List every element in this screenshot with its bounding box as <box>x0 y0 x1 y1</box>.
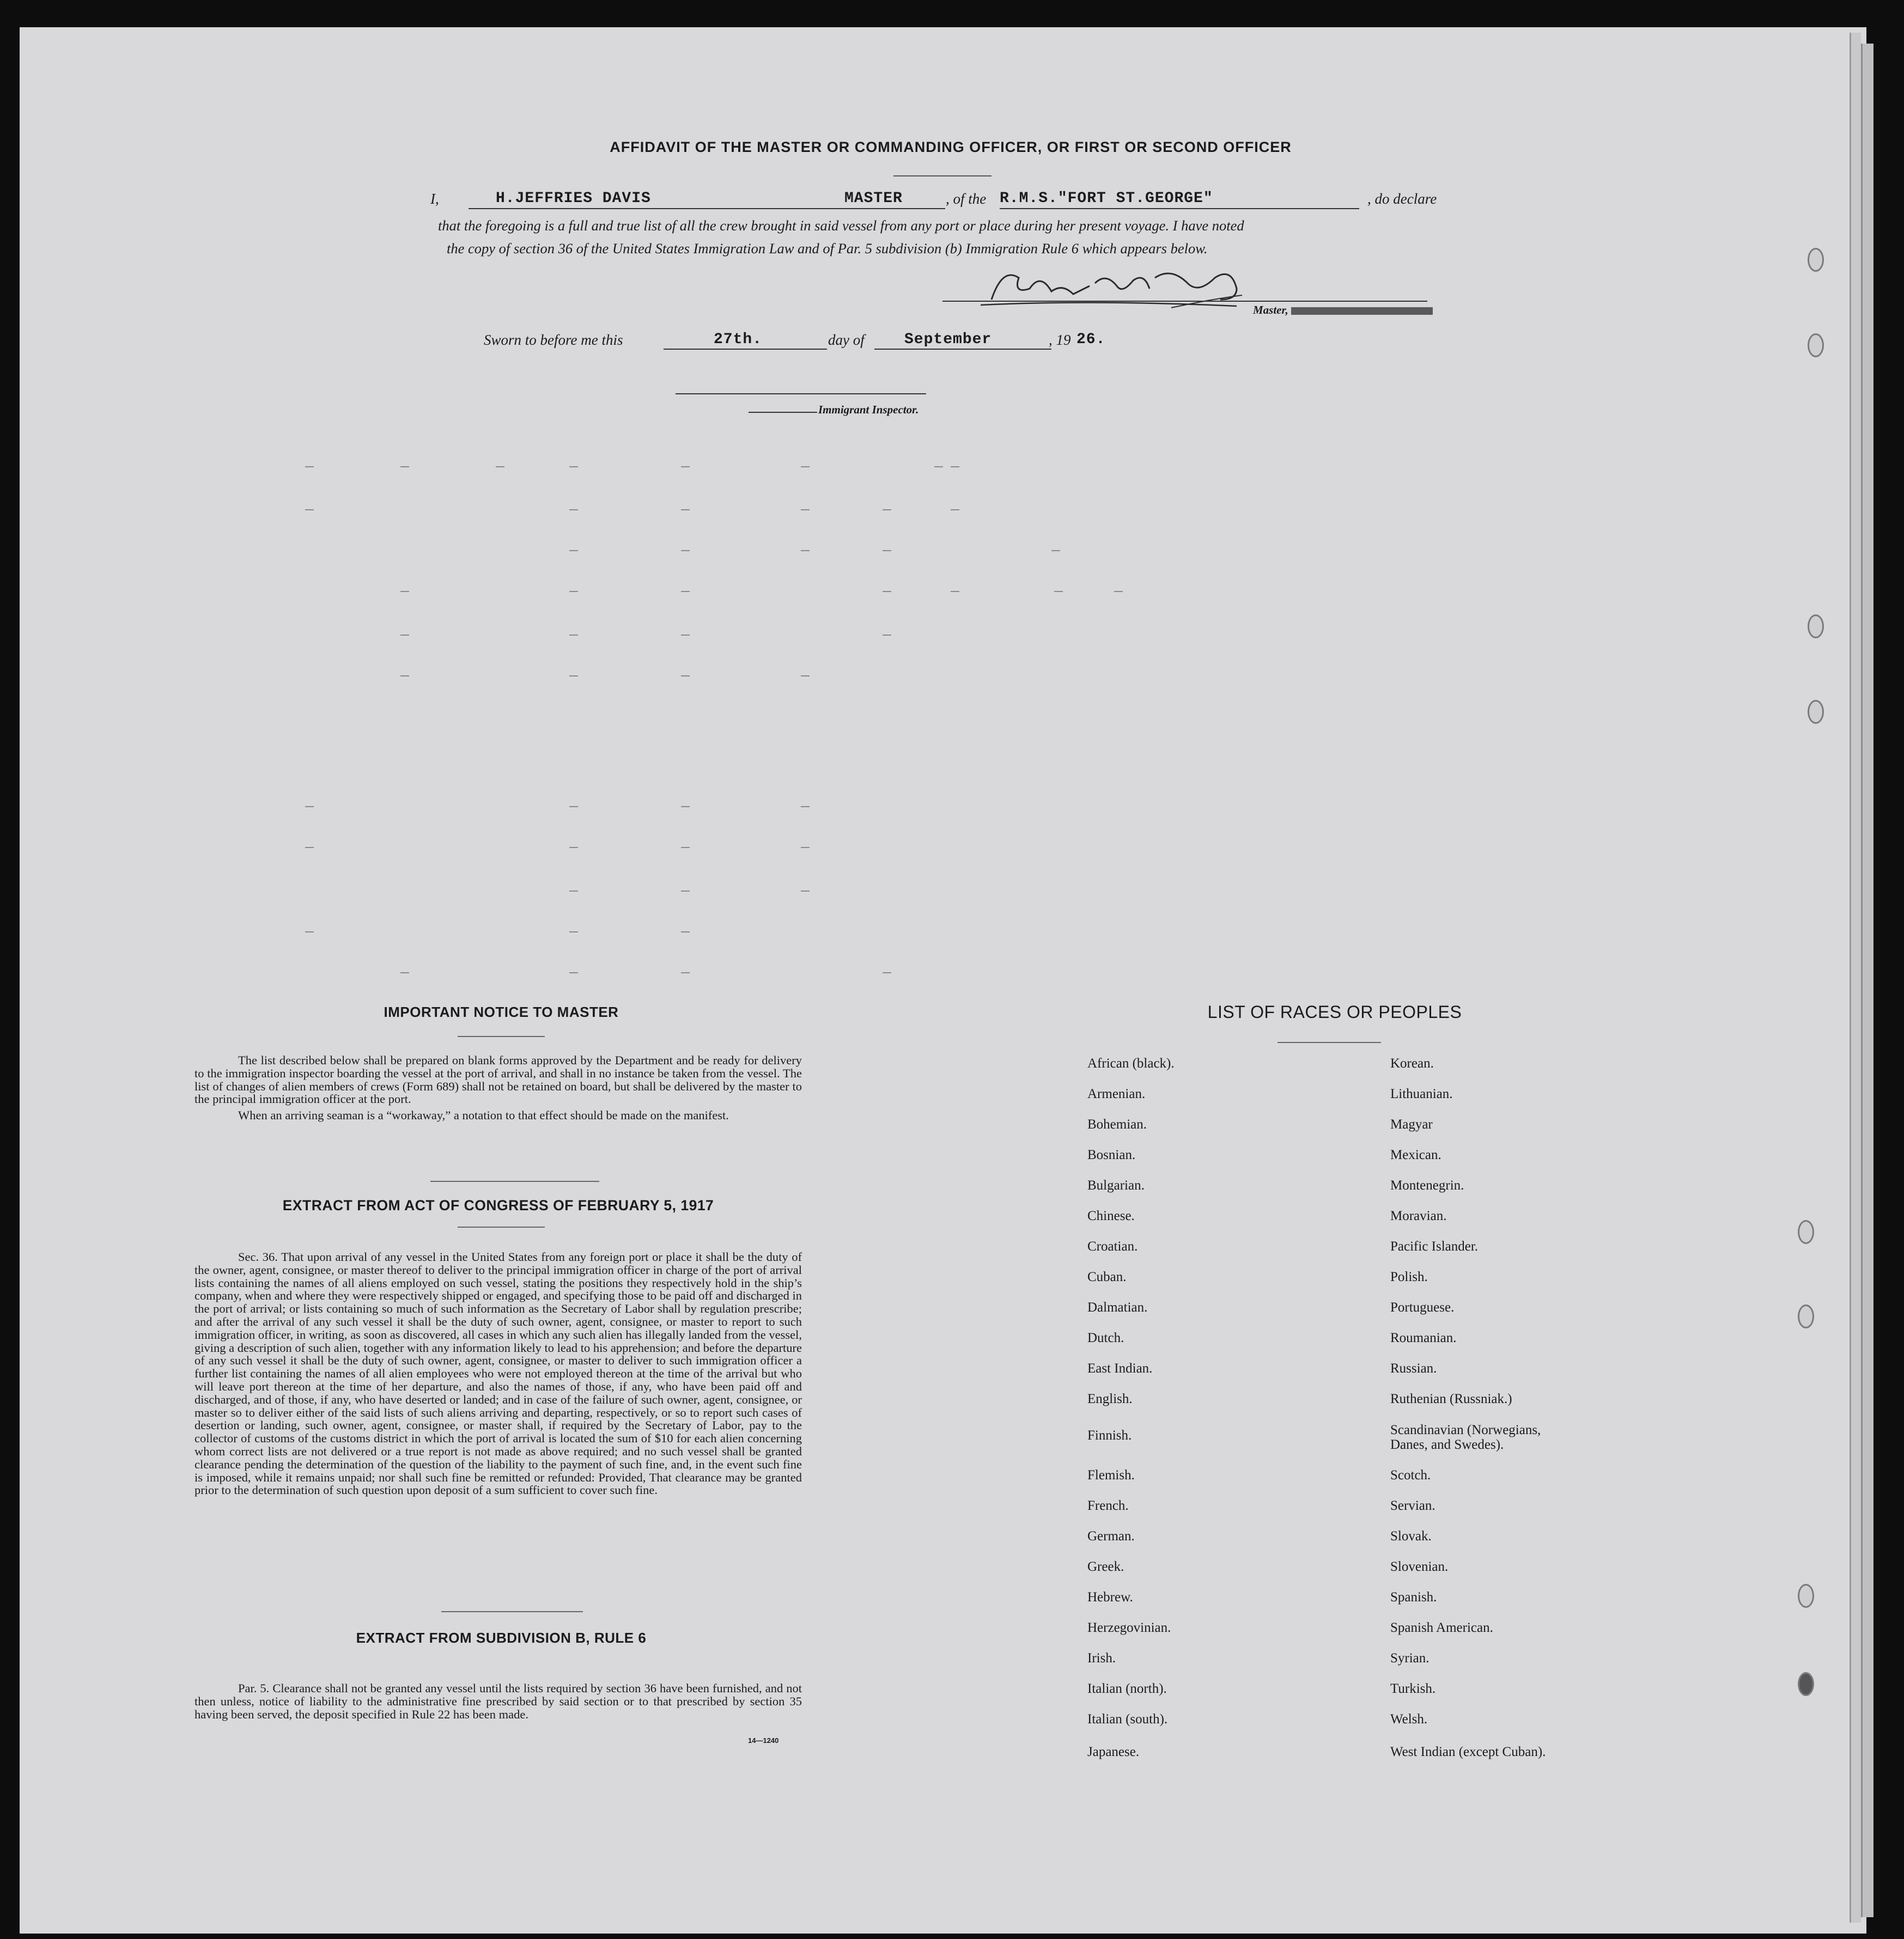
rule-paragraph-5: Par. 5. Clearance shall not be granted any vessel until the lists required by section 36 have been furnished, and not then unless, notice of liability to the administrative fine prescribed by said section or to that prescribed by section 35 having been served, the deposit specified in Rule 22 has been made. <box>194 1681 802 1721</box>
race-col2-item: Roumanian. <box>1390 1331 1457 1345</box>
faint-mark <box>801 509 810 510</box>
faint-mark <box>951 509 959 510</box>
act-end-divider <box>441 1611 583 1612</box>
punch-hole <box>1798 1672 1814 1696</box>
name-underline <box>469 208 945 209</box>
race-col1-item: Cuban. <box>1087 1270 1127 1284</box>
race-col2-item: Syrian. <box>1390 1651 1429 1666</box>
faint-mark <box>1054 591 1063 592</box>
race-col1-item: Greek. <box>1087 1559 1124 1574</box>
faint-mark <box>951 466 959 467</box>
faint-mark <box>801 550 810 551</box>
signer-title <box>1253 303 1433 317</box>
declaration-prefix: I, <box>430 191 439 207</box>
race-col2-item: Spanish American. <box>1390 1620 1493 1635</box>
faint-mark <box>1051 550 1060 551</box>
inspector-signature-line <box>676 393 926 394</box>
race-col1-item: English. <box>1087 1392 1133 1406</box>
year-suffix: 26. <box>1076 331 1106 348</box>
sworn-month-underline <box>874 349 1051 350</box>
notice-divider <box>458 1036 545 1037</box>
race-col1-item: Japanese. <box>1087 1745 1140 1759</box>
faint-mark <box>496 466 504 467</box>
race-col1-item: German. <box>1087 1529 1135 1544</box>
faint-mark <box>305 509 314 510</box>
faint-mark <box>934 466 943 467</box>
faint-mark <box>305 466 314 467</box>
day-of-label: day of <box>828 332 865 348</box>
notice-end-divider <box>430 1181 599 1182</box>
punch-hole <box>1808 248 1824 272</box>
faint-mark <box>883 591 891 592</box>
sworn-month: September <box>904 331 992 348</box>
races-divider <box>1278 1042 1381 1043</box>
do-declare-label: , do declare <box>1367 191 1437 207</box>
affidavit-title: AFFIDAVIT OF THE MASTER OR COMMANDING OFFICER, OR FIRST OR SECOND OFFICER <box>610 139 1292 155</box>
race-col2-item: West Indian (except Cuban). <box>1390 1745 1546 1759</box>
race-col2-item: Turkish. <box>1390 1681 1436 1696</box>
race-col2-item: Montenegrin. <box>1390 1178 1464 1193</box>
declarant-name: H.JEFFRIES DAVIS <box>496 190 651 207</box>
faint-mark <box>569 591 578 592</box>
punch-hole <box>1808 700 1824 724</box>
race-col1-item: Italian (north). <box>1087 1681 1167 1696</box>
race-col1-item: Herzegovinian. <box>1087 1620 1171 1635</box>
sworn-day: 27th. <box>714 331 763 348</box>
race-col1-item: Bosnian. <box>1087 1148 1136 1162</box>
declaration-line-2: that the foregoing is a full and true list of all the crew brought in said vessel from any port or place during her present voyage. I have noted <box>438 217 1244 234</box>
faint-mark <box>569 635 578 636</box>
inspector-label-line <box>749 412 817 413</box>
faint-mark <box>951 591 959 592</box>
faint-mark <box>801 891 810 892</box>
declarant-rank: MASTER <box>844 190 903 207</box>
document-sheet <box>20 27 1866 1934</box>
faint-mark <box>681 550 690 551</box>
faint-mark <box>569 891 578 892</box>
declaration-line-3: the copy of section 36 of the United States Immigration Law and of Par. 5 subdivision (b) Immigration Rule 6 which appears below. <box>447 240 1208 257</box>
signature-line <box>942 301 1427 302</box>
punch-hole <box>1798 1220 1814 1244</box>
faint-mark <box>569 847 578 848</box>
faint-mark <box>801 466 810 467</box>
punch-hole <box>1798 1584 1814 1608</box>
race-col2-item: Polish. <box>1390 1270 1428 1284</box>
sworn-prefix: Sworn to before me this <box>484 332 623 348</box>
inspector-label: Immigrant Inspector. <box>818 403 919 416</box>
faint-mark <box>305 806 314 807</box>
faint-mark <box>801 675 810 676</box>
notice-body <box>194 1054 802 1122</box>
faint-mark <box>569 509 578 510</box>
punch-hole <box>1808 614 1824 638</box>
faint-mark <box>400 675 409 676</box>
faint-mark <box>681 635 690 636</box>
race-col1-item: Flemish. <box>1087 1468 1135 1483</box>
faint-mark <box>801 847 810 848</box>
faint-mark <box>681 591 690 592</box>
master-signature <box>981 261 1264 310</box>
race-col1-item: Dalmatian. <box>1087 1300 1148 1315</box>
race-col2-item: Magyar <box>1390 1117 1433 1132</box>
faint-mark <box>681 675 690 676</box>
notice-heading: IMPORTANT NOTICE TO MASTER <box>384 1004 619 1020</box>
race-col2-item: Portuguese. <box>1390 1300 1455 1315</box>
race-col1-item: Hebrew. <box>1087 1590 1133 1605</box>
faint-mark <box>569 931 578 932</box>
race-col2-item: Slovenian. <box>1390 1559 1449 1574</box>
race-col1-item: Chinese. <box>1087 1209 1135 1223</box>
page-edge <box>1850 33 1861 1923</box>
race-col2-item: Pacific Islander. <box>1390 1239 1479 1254</box>
faint-mark <box>569 550 578 551</box>
act-heading: EXTRACT FROM ACT OF CONGRESS OF FEBRUARY 5, 1917 <box>282 1197 714 1214</box>
faint-mark <box>681 891 690 892</box>
race-col2-item: Spanish. <box>1390 1590 1437 1605</box>
race-col1-item: Italian (south). <box>1087 1712 1168 1727</box>
race-col2-item: Slovak. <box>1390 1529 1432 1544</box>
race-col1-item: Armenian. <box>1087 1087 1146 1101</box>
notice-paragraph-1: The list described below shall be prepared on blank forms approved by the Department and be ready for delivery to the immigration inspector boarding the vessel at the port of arrival, and shall in no instance be taken from the vessel. The list of changes of alien members of crews (Form 689) shall not be retained on board, but shall be delivered by the master to the principal immigration officer at the port. <box>194 1053 802 1106</box>
race-col2-item: Korean. <box>1390 1056 1434 1071</box>
race-col2-item: Russian. <box>1390 1361 1437 1376</box>
race-col2-item: Mexican. <box>1390 1148 1441 1162</box>
faint-mark <box>801 806 810 807</box>
faint-mark <box>569 466 578 467</box>
race-col2-item: Welsh. <box>1390 1712 1428 1727</box>
faint-mark <box>883 550 891 551</box>
faint-mark <box>400 972 409 973</box>
faint-mark <box>400 635 409 636</box>
faint-mark <box>883 635 891 636</box>
faint-mark <box>569 972 578 973</box>
faint-mark <box>681 931 690 932</box>
race-col1-item: Finnish. <box>1087 1428 1132 1443</box>
faint-mark <box>400 466 409 467</box>
faint-mark <box>305 847 314 848</box>
punch-hole <box>1808 333 1824 357</box>
form-number: 14—1240 <box>748 1736 779 1745</box>
faint-mark <box>1114 591 1123 592</box>
title-divider <box>893 175 991 176</box>
sworn-day-underline <box>664 349 827 350</box>
race-col2-item: Scandinavian (Norwegians, Danes, and Swedes). <box>1390 1423 1541 1452</box>
races-heading: LIST OF RACES OR PEOPLES <box>1207 1002 1462 1022</box>
faint-mark <box>681 847 690 848</box>
faint-mark <box>681 972 690 973</box>
page-edge-back <box>1861 44 1873 1917</box>
of-the-label: , of the <box>946 191 987 207</box>
act-divider <box>458 1227 545 1228</box>
vessel-underline <box>1000 208 1359 209</box>
faint-mark <box>305 931 314 932</box>
faint-mark <box>883 509 891 510</box>
struck-officer-title <box>1291 307 1433 315</box>
faint-mark <box>681 806 690 807</box>
race-col1-item: Bohemian. <box>1087 1117 1147 1132</box>
signer-title-text: Master, <box>1253 303 1288 316</box>
faint-mark <box>569 675 578 676</box>
faint-mark <box>681 466 690 467</box>
race-col1-item: Bulgarian. <box>1087 1178 1145 1193</box>
faint-mark <box>883 972 891 973</box>
year-prefix: , 19 <box>1049 332 1071 348</box>
race-col1-item: French. <box>1087 1498 1129 1513</box>
race-col1-item: African (black). <box>1087 1056 1175 1071</box>
faint-mark <box>681 509 690 510</box>
act-section-36-text: Sec. 36. That upon arrival of any vessel in the United States from any foreign port or place it shall be the duty of the owner, agent, consignee, or master thereof to deliver to the principal immigration officer in charge of the port of arrival lists containing the names of all aliens employed on such vessel, stating the positions they respectively hold in the ship’s company, when and where they were respectively shipped or engaged, and specifying those to be paid off and discharged in the port of arrival; or lists containing so much of such information as the Secretary of Labor shall by regulation prescribe; and after the arrival of any such vessel it shall be the duty of such owner, agent, consignee, or master to report to such immigration officer, in writing, as soon as discovered, all cases in which any such alien has illegally landed from the vessel, giving a description of such alien, together with any information likely to lead to his apprehension; and before the departure of any such vessel it shall be the duty of such owner, agent, consignee, or master to deliver to such immigration officer a further list containing the names of all alien employees who were not employed thereon at the time of the arrival but who will leave port thereon at the time of her departure, and also the names of those, if any, who have been paid off and discharged, and of those, if any, who have deserted or landed; and in case of the failure of such owner, agent, consignee, or master so to deliver either of the said lists of such aliens arriving and departing, respectively, or so to report such cases of desertion or landing, such owner, agent, consignee, or master shall, if required by the Secretary of Labor, pay to the collector of customs of the customs district in which the port of arrival is located the sum of $10 for each alien concerning whom correct lists are not delivered or a true report is not made as above required; and no such vessel shall be granted clearance pending the determination of the question of the liability to the payment of such fine, and, in the event such fine is imposed, while it remains unpaid; nor shall such fine be remitted or refunded: Provided, That clearance may be granted prior to the determination of such question upon deposit of a sum sufficient to cover such fine. <box>194 1250 802 1497</box>
rule-heading: EXTRACT FROM SUBDIVISION B, RULE 6 <box>356 1630 647 1646</box>
race-col1-item: Irish. <box>1087 1651 1116 1666</box>
race-col2-item: Moravian. <box>1390 1209 1447 1223</box>
race-col1-item: Croatian. <box>1087 1239 1138 1254</box>
race-col2-item: Servian. <box>1390 1498 1435 1513</box>
race-col1-item: East Indian. <box>1087 1361 1153 1376</box>
vessel-name: R.M.S."FORT ST.GEORGE" <box>1000 190 1213 207</box>
race-col2-item: Lithuanian. <box>1390 1087 1453 1101</box>
punch-hole <box>1798 1304 1814 1328</box>
faint-mark <box>400 591 409 592</box>
faint-mark <box>569 806 578 807</box>
race-col1-item: Dutch. <box>1087 1331 1124 1345</box>
race-col2-item: Scotch. <box>1390 1468 1431 1483</box>
notice-paragraph-2: When an arriving seaman is a “workaway,” a notation to that effect should be made on the manifest. <box>238 1108 729 1123</box>
race-col2-item: Ruthenian (Russniak.) <box>1390 1392 1512 1406</box>
